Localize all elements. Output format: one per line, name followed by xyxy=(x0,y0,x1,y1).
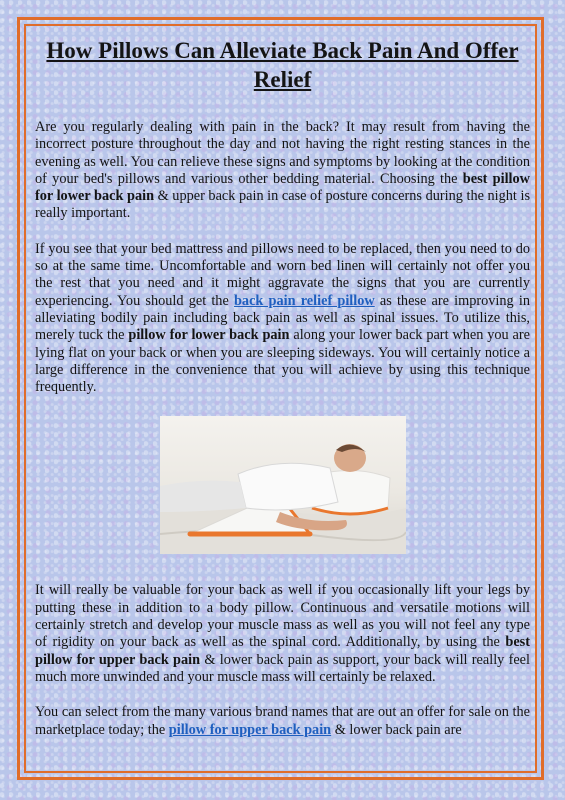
paragraph-4 xyxy=(35,704,530,739)
paragraph-1 xyxy=(35,119,530,223)
pillow-photo-illustration xyxy=(160,416,406,554)
paragraph-2-text-b: as these are improving in alleviating bodily pain including back pain as well as spinal issues. To utilize this, merely tuck the xyxy=(35,292,530,344)
paragraph-1-text-b: & upper back pain in case of posture concerns during the night is really important. xyxy=(35,188,531,222)
paragraph-3-text-a: It will really be valuable for your back as well if you occasionally lift your legs by putting these in addition to a body pillow. Continuous and versatile motions will certainly stretch and develop your muscle mass as well as you will not feel any type of rigidity on your back as well as the spinal cord. Additionally, by using the xyxy=(35,582,530,651)
keyword-best-pillow-upper-back: best pillow for upper back pain xyxy=(35,634,530,668)
paragraph-1-text-a: Are you regularly dealing with pain in the back? It may result from having the incorrect posture throughout the day and not having the right resting stances in the evening as well. You can relieve these signs and symptoms by looking at the condition of your bed's pillows and various other bedding material. Choosing the xyxy=(35,119,530,187)
link-back-pain-relief-pillow[interactable]: back pain relief pillow xyxy=(233,292,375,309)
keyword-pillow-lower-back: pillow for lower back pain xyxy=(128,327,290,344)
paragraph-2-text-a: If you see that your bed mattress and pillows need to be replaced, then you need to do so at the same time. Uncomfortable and worn bed linen will certainly not offer you the rest that you need and it might aggravate the signs that you are currently experiencing. You should get the xyxy=(35,240,530,309)
paragraph-3-text-b: & lower back pain as support, your back will really feel much more unwinded and your muscle mass will certainly be relaxed. xyxy=(35,651,531,685)
paragraph-3 xyxy=(35,582,530,686)
pillow-photo xyxy=(160,416,406,554)
paragraph-2-text-c: along your lower back part when you are lying flat on your back or when you are sleeping sideways. You will certainly notice a large difference in the convenience that you will achieve by using this technique frequently. xyxy=(35,327,531,396)
article xyxy=(35,36,530,739)
paragraph-4-text-a: You can select from the many various brand names that are out an offer for sale on the marketplace today; the xyxy=(35,704,530,738)
link-pillow-upper-back-pain[interactable]: pillow for upper back pain xyxy=(168,721,332,738)
paragraph-4-text-b: & lower back pain are xyxy=(331,721,462,738)
keyword-best-pillow-lower-back: best pillow for lower back pain xyxy=(35,170,530,205)
paragraph-2 xyxy=(35,241,530,397)
article-title: How Pillows Can Alleviate Back Pain And Offer Relief xyxy=(46,38,519,92)
